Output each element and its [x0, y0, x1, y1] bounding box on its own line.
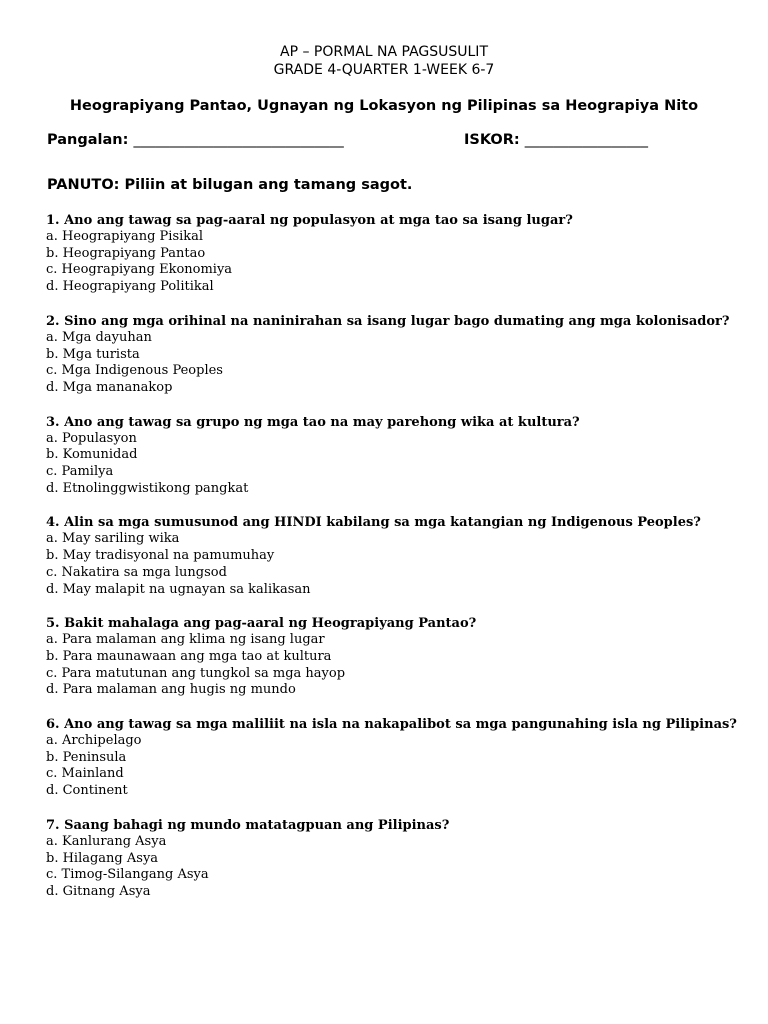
question-item [46, 514, 746, 598]
answer-choice[interactable]: d. Heograpiyang Politikal [46, 279, 214, 295]
name-label: Pangalan: [47, 132, 129, 148]
page-title: Heograpiyang Pantao, Ugnayan ng Lokasyon ng Pilipinas sa Heograpiya Nito [69, 98, 699, 114]
answer-choice[interactable]: a. Populasyon [46, 430, 137, 446]
answer-choice[interactable]: c. Pamilya [46, 464, 114, 480]
answer-choice[interactable]: d. Etnolinggwistikong pangkat [46, 480, 249, 496]
answer-choice[interactable]: b. May tradisyonal na pamumuhay [46, 548, 275, 564]
question-text: 3. Ano ang tawag sa grupo ng mga tao na may parehong wika at kultura? [46, 414, 580, 430]
answer-choice[interactable]: b. Para maunawaan ang mga tao at kultura [46, 648, 332, 664]
question-text: 2. Sino ang mga orihinal na naninirahan sa isang lugar bago dumating ang mga kolonisador? [46, 313, 730, 329]
question-item [46, 716, 746, 800]
answer-choice[interactable]: d. Gitnang Asya [46, 883, 151, 899]
question-text: 7. Saang bahagi ng mundo matatagpuan ang Pilipinas? [46, 817, 450, 833]
answer-choice[interactable]: c. Heograpiyang Ekonomiya [46, 262, 233, 278]
answer-choice[interactable]: a. Mga dayuhan [46, 329, 152, 345]
question-item [46, 414, 746, 498]
answer-choice[interactable]: b. Heograpiyang Pantao [46, 245, 206, 261]
answer-choice[interactable]: d. Mga mananakop [46, 379, 173, 395]
answer-choice[interactable]: a. May sariling wika [46, 531, 180, 547]
question-item [46, 313, 746, 397]
name-blank-line[interactable]: _____________________________ [133, 132, 344, 148]
question-item [46, 817, 746, 901]
question-text: 5. Bakit mahalaga ang pag-aaral ng Heograpiyang Pantao? [46, 616, 477, 632]
answer-choice[interactable]: d. May malapit na ugnayan sa kalikasan [46, 581, 311, 597]
answer-choice[interactable]: c. Para matutunan ang tungkol sa mga hayop [46, 665, 346, 681]
question-list [46, 212, 746, 918]
answer-choice[interactable]: c. Timog-Silangang Asya [46, 867, 209, 883]
grade-heading: GRADE 4-QUARTER 1-WEEK 6-7 [273, 62, 495, 78]
score-field[interactable] [464, 130, 648, 150]
answer-choice[interactable]: a. Archipelago [46, 733, 142, 749]
answer-choice[interactable]: c. Mainland [46, 766, 124, 782]
answer-choice[interactable]: b. Peninsula [46, 749, 127, 765]
answer-choice[interactable]: c. Mga Indigenous Peoples [46, 363, 223, 379]
answer-choice[interactable]: a. Kanlurang Asya [46, 833, 167, 849]
answer-choice[interactable]: b. Mga turista [46, 346, 140, 362]
name-field[interactable] [47, 130, 344, 150]
question-text: 1. Ano ang tawag sa pag-aaral ng populasyon at mga tao sa isang lugar? [46, 213, 573, 228]
subject-heading: AP – PORMAL NA PAGSUSULIT [280, 44, 488, 60]
answer-choice[interactable]: d. Para malaman ang hugis ng mundo [46, 682, 296, 698]
score-label: ISKOR: [464, 132, 520, 148]
question-text: 4. Alin sa mga sumusunod ang HINDI kabilang sa mga katangian ng Indigenous Peoples? [46, 515, 701, 531]
answer-choice[interactable]: b. Komunidad [46, 447, 138, 463]
score-blank-line[interactable]: _________________ [524, 132, 649, 148]
answer-choice[interactable]: b. Hilagang Asya [46, 850, 159, 866]
question-item [46, 615, 746, 699]
instruction-text: PANUTO: Piliin at bilugan ang tamang sagot. [47, 177, 413, 193]
question-item [46, 212, 746, 296]
answer-choice[interactable]: a. Heograpiyang Pisikal [46, 229, 204, 244]
question-text: 6. Ano ang tawag sa mga maliliit na isla na nakapalibot sa mga pangunahing isla ng Pilipinas? [46, 717, 737, 733]
answer-choice[interactable]: a. Para malaman ang klima ng isang lugar [46, 632, 325, 648]
answer-choice[interactable]: d. Continent [46, 783, 128, 799]
answer-choice[interactable]: c. Nakatira sa mga lungsod [46, 564, 227, 580]
